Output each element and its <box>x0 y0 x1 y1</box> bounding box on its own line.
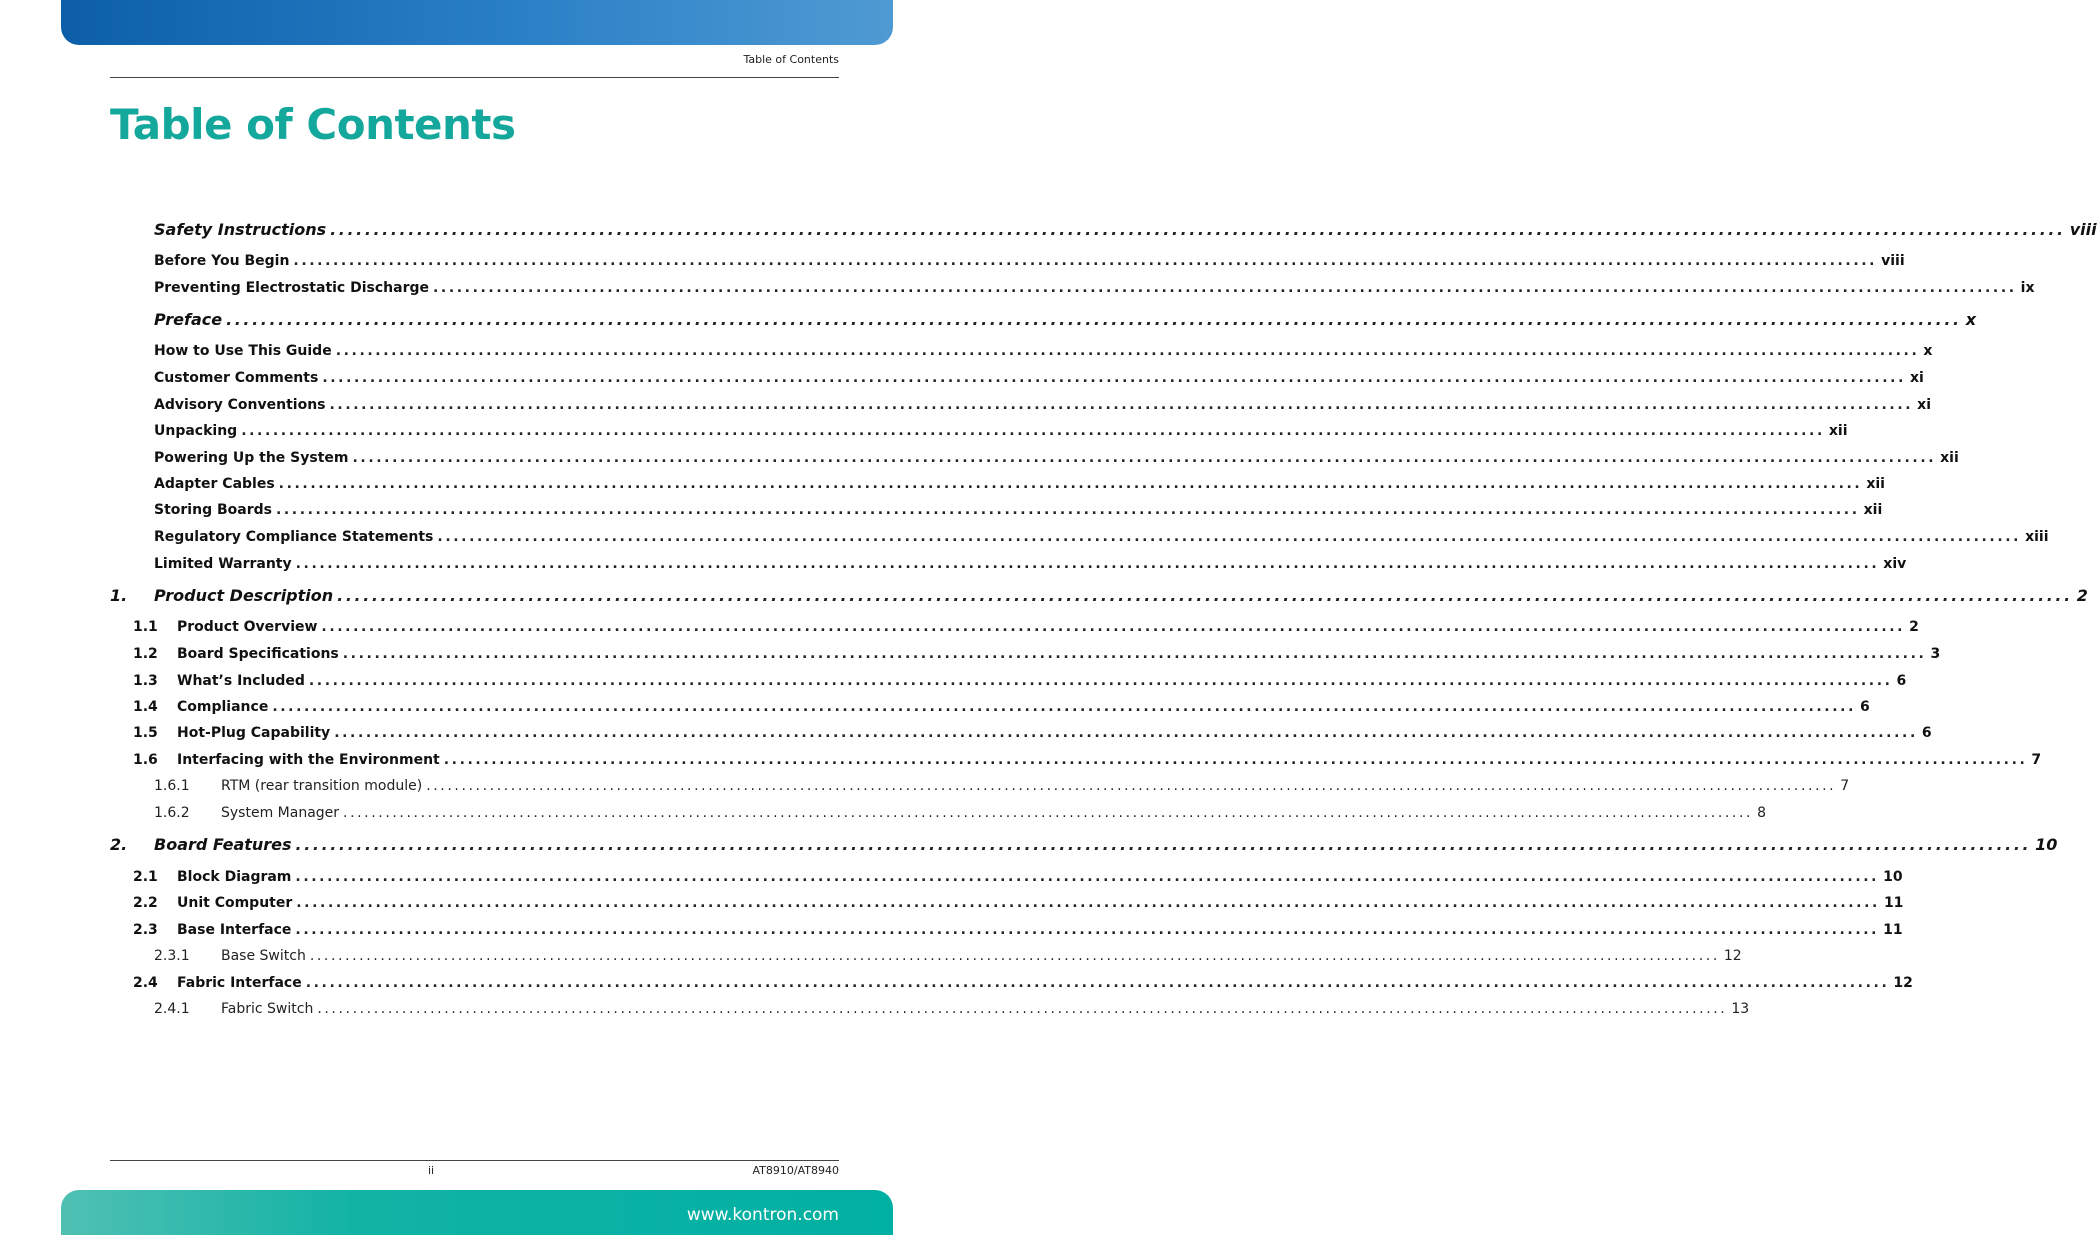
toc-entry-title: Fabric Interface <box>177 975 302 991</box>
toc-entry[interactable] <box>154 476 1885 492</box>
toc-dot-leader: ........................................................................................................................................................................................................ <box>437 529 2022 545</box>
toc-entry-page: 8 <box>1757 805 1766 821</box>
toc-entry-title: Storing Boards <box>154 502 272 518</box>
toc-entry-title: Before You Begin <box>154 253 290 269</box>
toc-entry[interactable] <box>133 922 1903 938</box>
toc-dot-leader: ........................................................................................................................................................................................................ <box>295 556 1880 572</box>
toc-entry-page: xii <box>1863 502 1883 518</box>
toc-entry[interactable] <box>133 752 2042 768</box>
toc-entry-number: 1.6.2 <box>154 805 190 821</box>
toc-entry-page: 6 <box>1859 699 1870 715</box>
toc-dot-leader: ........................................................................................................................................................................................................ <box>443 752 2028 768</box>
toc-entry[interactable] <box>154 948 1742 964</box>
toc-entry-page: 2 <box>1909 619 1919 635</box>
toc-dot-leader: ........................................................................................................................................................................................................ <box>334 725 1918 741</box>
toc-entry-page: xii <box>1866 476 1885 492</box>
toc-dot-leader: ........................................................................................................................................................................................................ <box>426 778 1837 794</box>
toc-entry-title: How to Use This Guide <box>154 343 332 359</box>
toc-dot-leader: ........................................................................................................................................................................................................ <box>293 253 1878 269</box>
toc-entry-page: 12 <box>1723 948 1742 964</box>
toc-dot-leader: ........................................................................................................................................................................................................ <box>337 586 2073 605</box>
toc-dot-leader: ........................................................................................................................................................................................................ <box>317 1001 1728 1017</box>
toc-entry-number: 1.5 <box>133 725 158 741</box>
toc-dot-leader: ........................................................................................................................................................................................................ <box>241 423 1825 439</box>
toc-entry-number: 2.3 <box>133 922 158 938</box>
toc-entry-number: 2. <box>110 835 128 854</box>
toc-entry[interactable] <box>154 253 1905 269</box>
toc-entry-page: 10 <box>2035 835 2058 854</box>
toc-entry-title: Safety Instructions <box>154 220 327 239</box>
toc-dot-leader: ........................................................................................................................................................................................................ <box>352 450 1937 466</box>
toc-dot-leader: ........................................................................................................................................................................................................ <box>335 343 1920 359</box>
toc-entry[interactable] <box>133 975 1913 991</box>
toc-entry[interactable] <box>154 450 1959 466</box>
toc-entry[interactable] <box>154 343 1933 359</box>
toc-entry[interactable] <box>154 529 2049 545</box>
toc-entry[interactable] <box>133 725 1932 741</box>
page-title: Table of Contents <box>110 100 516 149</box>
toc-entry-page: xii <box>1940 450 1959 466</box>
toc-entry[interactable] <box>154 502 1883 518</box>
toc-entry-page: 2 <box>2076 586 2088 605</box>
toc-entry-number: 2.4 <box>133 975 158 991</box>
toc-entry-page: 12 <box>1893 975 1913 991</box>
toc-entry[interactable] <box>154 220 2097 239</box>
toc-entry-number: 1.6 <box>133 752 158 768</box>
toc-entry-page: 6 <box>1896 673 1907 689</box>
toc-entry-page: x <box>1923 343 1933 359</box>
toc-entry-number: 1.4 <box>133 699 158 715</box>
toc-entry[interactable] <box>154 397 1932 413</box>
toc-entry-page: 7 <box>1840 778 1850 794</box>
toc-entry[interactable] <box>154 556 1907 572</box>
toc-entry-number: 2.4.1 <box>154 1001 190 1017</box>
toc-entry-title: Customer Comments <box>154 370 319 386</box>
toc-entry-title: Preface <box>154 310 223 329</box>
toc-entry-page: xiii <box>2025 529 2049 545</box>
toc-entry[interactable] <box>154 778 1850 794</box>
running-header: Table of Contents <box>743 53 839 66</box>
toc-entry[interactable] <box>154 310 1977 329</box>
toc-entry-title: Product Description <box>154 586 334 605</box>
toc-entry-page: xi <box>1917 397 1932 413</box>
toc-entry-title: Compliance <box>177 699 269 715</box>
toc-entry-page: xii <box>1828 423 1848 439</box>
toc-entry-number: 1.3 <box>133 673 158 689</box>
toc-dot-leader: ........................................................................................................................................................................................................ <box>272 699 1856 715</box>
toc-entry-number: 1.2 <box>133 646 158 662</box>
toc-entry-title: Base Interface <box>177 922 292 938</box>
toc-dot-leader: ........................................................................................................................................................................................................ <box>329 397 1914 413</box>
toc-entry-title: Board Specifications <box>177 646 339 662</box>
footer-url-link[interactable]: www.kontron.com <box>686 1205 839 1225</box>
toc-entry-title: Adapter Cables <box>154 476 275 492</box>
toc-dot-leader: ........................................................................................................................................................................................................ <box>295 869 1880 885</box>
toc-entry-page: 6 <box>1921 725 1932 741</box>
toc-entry-title: Block Diagram <box>177 869 292 885</box>
toc-entry[interactable] <box>154 423 1848 439</box>
toc-entry[interactable] <box>110 586 2088 605</box>
toc-entry-title: Base Switch <box>221 948 306 964</box>
toc-entry-page: 11 <box>1883 922 1903 938</box>
toc-entry-title: Product Overview <box>177 619 318 635</box>
toc-entry-title: Unpacking <box>154 423 238 439</box>
footer-rule <box>110 1160 839 1161</box>
toc-entry-title: Hot-Plug Capability <box>177 725 331 741</box>
toc-entry[interactable] <box>133 895 1904 911</box>
toc-entry-title: Unit Computer <box>177 895 293 911</box>
toc-entry-title: Advisory Conventions <box>154 397 326 413</box>
toc-entry-number: 1.1 <box>133 619 158 635</box>
footer-page-number: ii <box>428 1164 435 1177</box>
toc-entry-page: viii <box>1881 253 1905 269</box>
toc-dot-leader: ........................................................................................................................................................................................................ <box>295 835 2032 854</box>
toc-dot-leader: ........................................................................................................................................................................................................ <box>295 922 1880 938</box>
toc-entry[interactable] <box>154 1001 1750 1017</box>
toc-entry-page: x <box>1965 310 1977 329</box>
toc-dot-leader: ........................................................................................................................................................................................................ <box>309 948 1720 964</box>
toc-entry-title: What’s Included <box>177 673 305 689</box>
toc-entry-page: xiv <box>1883 556 1907 572</box>
toc-entry-page: 3 <box>1930 646 1941 662</box>
toc-entry[interactable] <box>133 869 1903 885</box>
toc-entry-title: RTM (rear transition module) <box>221 778 423 794</box>
toc-entry-page: viii <box>2069 220 2097 239</box>
toc-entry-title: Board Features <box>154 835 292 854</box>
toc-entry-page: 13 <box>1731 1001 1750 1017</box>
toc-entry[interactable] <box>133 699 1870 715</box>
toc-dot-leader: ........................................................................................................................................................................................................ <box>343 805 1754 821</box>
toc-entry-number: 2.1 <box>133 869 158 885</box>
footer-product-name: AT8910/AT8940 <box>752 1164 839 1177</box>
toc-entry[interactable] <box>133 673 1907 689</box>
toc-entry-page: xi <box>1909 370 1924 386</box>
toc-entry[interactable] <box>154 370 1924 386</box>
toc-entry-number: 1. <box>110 586 128 605</box>
toc-entry-title: Fabric Switch <box>221 1001 314 1017</box>
toc-dot-leader: ........................................................................................................................................................................................................ <box>433 280 2017 296</box>
toc-entry-title: Preventing Electrostatic Discharge <box>154 280 429 296</box>
toc-entry-page: 7 <box>2031 752 2042 768</box>
toc-entry-page: 10 <box>1883 869 1903 885</box>
toc-dot-leader: ........................................................................................................................................................................................................ <box>296 895 1880 911</box>
toc-entry-page: ix <box>2020 280 2035 296</box>
toc-entry-title: Interfacing with the Environment <box>177 752 440 768</box>
toc-entry-number: 2.2 <box>133 895 158 911</box>
toc-dot-leader: ........................................................................................................................................................................................................ <box>322 370 1906 386</box>
toc-entry-page: 11 <box>1883 895 1904 911</box>
toc-entry[interactable] <box>133 619 1919 635</box>
toc-entry-number: 1.6.1 <box>154 778 190 794</box>
toc-dot-leader: ........................................................................................................................................................................................................ <box>278 476 1863 492</box>
toc-entry-title: System Manager <box>221 805 340 821</box>
toc-entry-title: Regulatory Compliance Statements <box>154 529 434 545</box>
toc-entry[interactable] <box>133 646 1941 662</box>
toc-dot-leader: ........................................................................................................................................................................................................ <box>330 220 2066 239</box>
toc-entry-number: 2.3.1 <box>154 948 190 964</box>
toc-entry-title: Powering Up the System <box>154 450 349 466</box>
toc-dot-leader: ........................................................................................................................................................................................................ <box>226 310 1962 329</box>
toc-dot-leader: ........................................................................................................................................................................................................ <box>275 502 1860 518</box>
toc-entry[interactable] <box>154 280 2035 296</box>
toc-entry-title: Limited Warranty <box>154 556 292 572</box>
bottom-banner <box>61 1190 893 1235</box>
toc-dot-leader: ........................................................................................................................................................................................................ <box>342 646 1927 662</box>
toc-entry[interactable] <box>154 805 1766 821</box>
toc-dot-leader: ........................................................................................................................................................................................................ <box>308 673 1893 689</box>
toc-dot-leader: ........................................................................................................................................................................................................ <box>305 975 1890 991</box>
toc-entry[interactable] <box>110 835 2058 854</box>
toc-dot-leader: ........................................................................................................................................................................................................ <box>321 619 1906 635</box>
